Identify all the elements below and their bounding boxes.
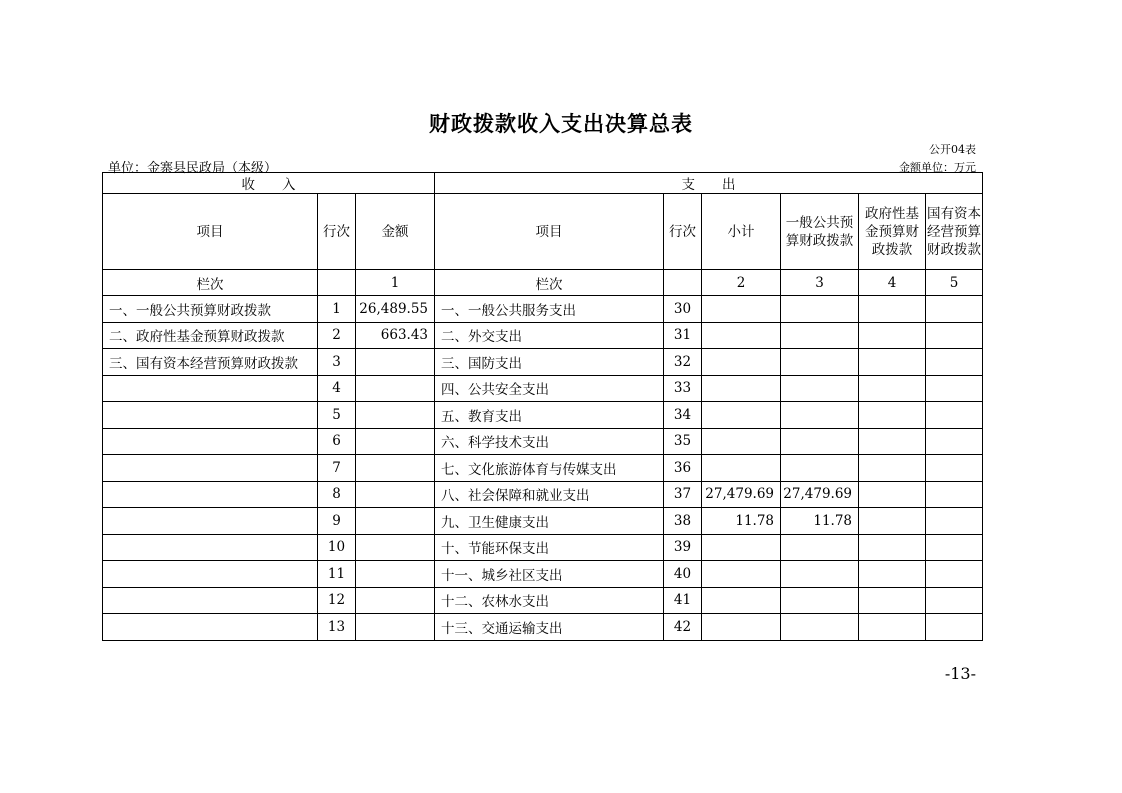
table-row	[103, 296, 983, 323]
unit-label: 单位：金寨县民政局（本级）	[108, 161, 278, 176]
income-item-cell: 一、一般公共预算财政拨款	[103, 296, 318, 323]
gov-fund-cell	[859, 614, 926, 641]
general-budget-cell	[781, 375, 859, 402]
column-number-empty	[318, 270, 356, 296]
subtotal-cell	[702, 375, 781, 402]
income-amount-cell	[356, 375, 435, 402]
income-amount-cell: 26,489.55	[356, 296, 435, 323]
gov-fund-cell	[859, 587, 926, 614]
table-row	[103, 614, 983, 641]
income-item-cell: 三、国有资本经营预算财政拨款	[103, 349, 318, 376]
table-row	[103, 322, 983, 349]
income-line-cell: 11	[318, 561, 356, 588]
column-number-subtotal: 2	[702, 270, 781, 296]
gov-fund-cell	[859, 481, 926, 508]
income-item-cell: 二、政府性基金预算财政拨款	[103, 322, 318, 349]
expense-item-cell: 八、社会保障和就业支出	[435, 481, 664, 508]
expense-item-cell: 十一、城乡社区支出	[435, 561, 664, 588]
expense-item-cell: 十三、交通运输支出	[435, 614, 664, 641]
table-row	[103, 428, 983, 455]
subtotal-cell	[702, 534, 781, 561]
income-line-cell: 8	[318, 481, 356, 508]
expense-line-cell: 33	[664, 375, 702, 402]
expense-line-cell: 37	[664, 481, 702, 508]
income-line-cell: 13	[318, 614, 356, 641]
gov-fund-header: 政府性基金预算财政拨款	[859, 194, 926, 270]
column-number-empty	[664, 270, 702, 296]
income-amount-cell	[356, 614, 435, 641]
page-number: -13-	[944, 664, 976, 683]
income-line-header: 行次	[318, 194, 356, 270]
subtotal-header: 小计	[702, 194, 781, 270]
expense-line-header: 行次	[664, 194, 702, 270]
form-number: 公开04表	[929, 143, 976, 156]
income-amount-cell	[356, 455, 435, 482]
gov-fund-cell	[859, 534, 926, 561]
expense-line-cell: 39	[664, 534, 702, 561]
income-item-cell	[103, 587, 318, 614]
expense-item-header: 项目	[435, 194, 664, 270]
expense-item-cell: 一、一般公共服务支出	[435, 296, 664, 323]
table-row	[103, 402, 983, 429]
expense-line-cell: 41	[664, 587, 702, 614]
gov-fund-cell	[859, 349, 926, 376]
subtotal-cell: 11.78	[702, 508, 781, 535]
state-capital-cell	[926, 402, 983, 429]
income-line-cell: 7	[318, 455, 356, 482]
table-row	[103, 375, 983, 402]
subtotal-cell	[702, 614, 781, 641]
gov-fund-cell	[859, 561, 926, 588]
income-amount-cell	[356, 481, 435, 508]
general-budget-cell	[781, 455, 859, 482]
column-number-amount: 1	[356, 270, 435, 296]
state-capital-cell	[926, 614, 983, 641]
general-budget-cell	[781, 587, 859, 614]
income-line-cell: 3	[318, 349, 356, 376]
column-header-row	[103, 194, 983, 270]
expense-line-cell: 40	[664, 561, 702, 588]
column-label-right: 栏次	[435, 270, 664, 296]
column-label-left: 栏次	[103, 270, 318, 296]
section-header-row	[103, 173, 983, 194]
state-capital-header: 国有资本经营预算财政拨款	[926, 194, 983, 270]
subtotal-cell	[702, 428, 781, 455]
general-budget-cell	[781, 322, 859, 349]
income-item-header: 项目	[103, 194, 318, 270]
subtotal-cell	[702, 455, 781, 482]
general-budget-cell: 11.78	[781, 508, 859, 535]
gov-fund-cell	[859, 375, 926, 402]
state-capital-cell	[926, 349, 983, 376]
subtotal-cell	[702, 349, 781, 376]
expense-line-cell: 32	[664, 349, 702, 376]
subtotal-cell	[702, 322, 781, 349]
income-item-cell	[103, 481, 318, 508]
column-number-gov-fund: 4	[859, 270, 926, 296]
gov-fund-cell	[859, 455, 926, 482]
income-item-cell	[103, 534, 318, 561]
table-row	[103, 481, 983, 508]
expense-item-cell: 三、国防支出	[435, 349, 664, 376]
subtotal-cell	[702, 402, 781, 429]
expense-line-cell: 38	[664, 508, 702, 535]
income-amount-cell: 663.43	[356, 322, 435, 349]
expense-item-cell: 十二、农林水支出	[435, 587, 664, 614]
state-capital-cell	[926, 375, 983, 402]
income-line-cell: 1	[318, 296, 356, 323]
income-item-cell	[103, 455, 318, 482]
state-capital-cell	[926, 534, 983, 561]
expense-item-cell: 六、科学技术支出	[435, 428, 664, 455]
gov-fund-cell	[859, 322, 926, 349]
expense-line-cell: 30	[664, 296, 702, 323]
expense-line-cell: 42	[664, 614, 702, 641]
income-amount-cell	[356, 561, 435, 588]
general-budget-cell	[781, 534, 859, 561]
income-item-cell	[103, 614, 318, 641]
income-item-cell	[103, 402, 318, 429]
expense-line-cell: 36	[664, 455, 702, 482]
general-budget-header: 一般公共预算财政拨款	[781, 194, 859, 270]
table-row	[103, 534, 983, 561]
subtotal-cell	[702, 296, 781, 323]
expense-line-cell: 34	[664, 402, 702, 429]
table-row	[103, 587, 983, 614]
subtotal-cell	[702, 587, 781, 614]
gov-fund-cell	[859, 296, 926, 323]
income-line-cell: 9	[318, 508, 356, 535]
income-amount-header: 金额	[356, 194, 435, 270]
state-capital-cell	[926, 587, 983, 614]
general-budget-cell	[781, 614, 859, 641]
budget-table	[102, 172, 983, 641]
income-amount-cell	[356, 349, 435, 376]
expense-item-cell: 五、教育支出	[435, 402, 664, 429]
expense-item-cell: 七、文化旅游体育与传媒支出	[435, 455, 664, 482]
income-item-cell	[103, 508, 318, 535]
state-capital-cell	[926, 481, 983, 508]
subtotal-cell	[702, 561, 781, 588]
table-row	[103, 455, 983, 482]
income-amount-cell	[356, 534, 435, 561]
income-line-cell: 10	[318, 534, 356, 561]
state-capital-cell	[926, 455, 983, 482]
table-row	[103, 561, 983, 588]
general-budget-cell: 27,479.69	[781, 481, 859, 508]
expense-item-cell: 十、节能环保支出	[435, 534, 664, 561]
table-row	[103, 508, 983, 535]
state-capital-cell	[926, 322, 983, 349]
general-budget-cell	[781, 296, 859, 323]
expense-line-cell: 31	[664, 322, 702, 349]
gov-fund-cell	[859, 402, 926, 429]
column-number-row	[103, 270, 983, 296]
state-capital-cell	[926, 508, 983, 535]
expense-item-cell: 四、公共安全支出	[435, 375, 664, 402]
column-number-state-capital: 5	[926, 270, 983, 296]
income-amount-cell	[356, 402, 435, 429]
expense-line-cell: 35	[664, 428, 702, 455]
expense-section-header: 支 出	[435, 173, 983, 194]
page-title: 财政拨款收入支出决算总表	[429, 111, 693, 136]
income-amount-cell	[356, 508, 435, 535]
income-item-cell	[103, 561, 318, 588]
income-item-cell	[103, 428, 318, 455]
general-budget-cell	[781, 349, 859, 376]
income-amount-cell	[356, 428, 435, 455]
expense-item-cell: 二、外交支出	[435, 322, 664, 349]
income-amount-cell	[356, 587, 435, 614]
income-item-cell	[103, 375, 318, 402]
income-line-cell: 2	[318, 322, 356, 349]
income-line-cell: 12	[318, 587, 356, 614]
state-capital-cell	[926, 428, 983, 455]
money-unit-label: 金额单位：万元	[899, 161, 976, 174]
income-section-header: 收 入	[103, 173, 435, 194]
general-budget-cell	[781, 561, 859, 588]
subtotal-cell: 27,479.69	[702, 481, 781, 508]
income-line-cell: 4	[318, 375, 356, 402]
general-budget-cell	[781, 428, 859, 455]
gov-fund-cell	[859, 508, 926, 535]
state-capital-cell	[926, 561, 983, 588]
expense-item-cell: 九、卫生健康支出	[435, 508, 664, 535]
income-line-cell: 6	[318, 428, 356, 455]
income-line-cell: 5	[318, 402, 356, 429]
general-budget-cell	[781, 402, 859, 429]
column-number-general: 3	[781, 270, 859, 296]
table-row	[103, 349, 983, 376]
gov-fund-cell	[859, 428, 926, 455]
state-capital-cell	[926, 296, 983, 323]
